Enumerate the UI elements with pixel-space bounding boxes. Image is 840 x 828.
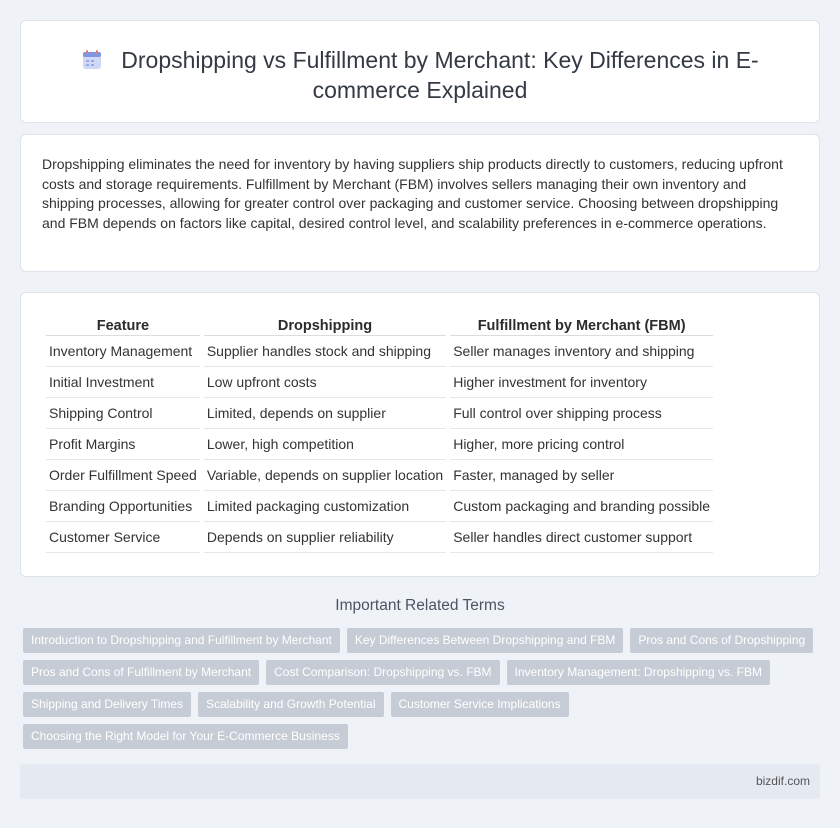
cell-dropshipping: Limited, depends on supplier [204,398,446,429]
intro-card [20,134,820,272]
footer [20,764,820,799]
cell-feature: Profit Margins [46,429,200,460]
cell-fbm: Higher, more pricing control [450,429,713,460]
cell-feature: Inventory Management [46,336,200,367]
header-feature: Feature [46,315,200,336]
related-term-link[interactable]: Choosing the Right Model for Your E-Commerce Business [23,724,348,749]
table-row [46,398,713,429]
cell-fbm: Faster, managed by seller [450,460,713,491]
cell-dropshipping: Depends on supplier reliability [204,522,446,553]
table-row [46,460,713,491]
related-term-link[interactable]: Customer Service Implications [391,692,569,717]
header-fbm: Fulfillment by Merchant (FBM) [450,315,713,336]
comparison-card [20,292,820,577]
comparison-table [42,315,717,553]
table-row [46,367,713,398]
intro-paragraph: Dropshipping eliminates the need for inventory by having suppliers ship products directly to customers, reducing upfront costs and storage requirements. Fulfillment by Merchant (FBM) involves sellers managing their own inventory and shipping processes, allowing for greater control over packaging and customer service. Choosing between dropshipping and FBM depends on factors like capital, desired control level, and scalability preferences in e-commerce operations. [42,156,783,231]
header-dropshipping: Dropshipping [204,315,446,336]
footer-site-link[interactable]: bizdif.com [755,774,810,788]
calendar-icon [81,49,103,71]
cell-feature: Order Fulfillment Speed [46,460,200,491]
related-term-link[interactable]: Inventory Management: Dropshipping vs. FBM [507,660,770,685]
cell-dropshipping: Limited packaging customization [204,491,446,522]
cell-fbm: Custom packaging and branding possible [450,491,713,522]
table-row [46,429,713,460]
cell-feature: Branding Opportunities [46,491,200,522]
related-term-link[interactable]: Introduction to Dropshipping and Fulfillment by Merchant [23,628,340,653]
page-title: Dropshipping vs Fulfillment by Merchant: Key Differences in E-commerce Explained [121,47,759,103]
table-row [46,491,713,522]
cell-fbm: Full control over shipping process [450,398,713,429]
related-terms-title: Important Related Terms [335,597,505,614]
cell-dropshipping: Variable, depends on supplier location [204,460,446,491]
title-card [20,20,820,123]
related-term-link[interactable]: Cost Comparison: Dropshipping vs. FBM [266,660,499,685]
cell-dropshipping: Supplier handles stock and shipping [204,336,446,367]
table-row [46,336,713,367]
related-term-link[interactable]: Shipping and Delivery Times [23,692,191,717]
related-term-link[interactable]: Key Differences Between Dropshipping and FBM [347,628,624,653]
table-header-row [46,315,713,336]
cell-feature: Shipping Control [46,398,200,429]
cell-fbm: Higher investment for inventory [450,367,713,398]
cell-fbm: Seller handles direct customer support [450,522,713,553]
cell-feature: Customer Service [46,522,200,553]
related-term-link[interactable]: Pros and Cons of Dropshipping [630,628,813,653]
cell-dropshipping: Lower, high competition [204,429,446,460]
related-term-link[interactable]: Scalability and Growth Potential [198,692,383,717]
cell-dropshipping: Low upfront costs [204,367,446,398]
related-terms-list [23,628,823,756]
cell-feature: Initial Investment [46,367,200,398]
table-row [46,522,713,553]
cell-fbm: Seller manages inventory and shipping [450,336,713,367]
page-title-wrap [61,45,779,105]
related-term-link[interactable]: Pros and Cons of Fulfillment by Merchant [23,660,259,685]
